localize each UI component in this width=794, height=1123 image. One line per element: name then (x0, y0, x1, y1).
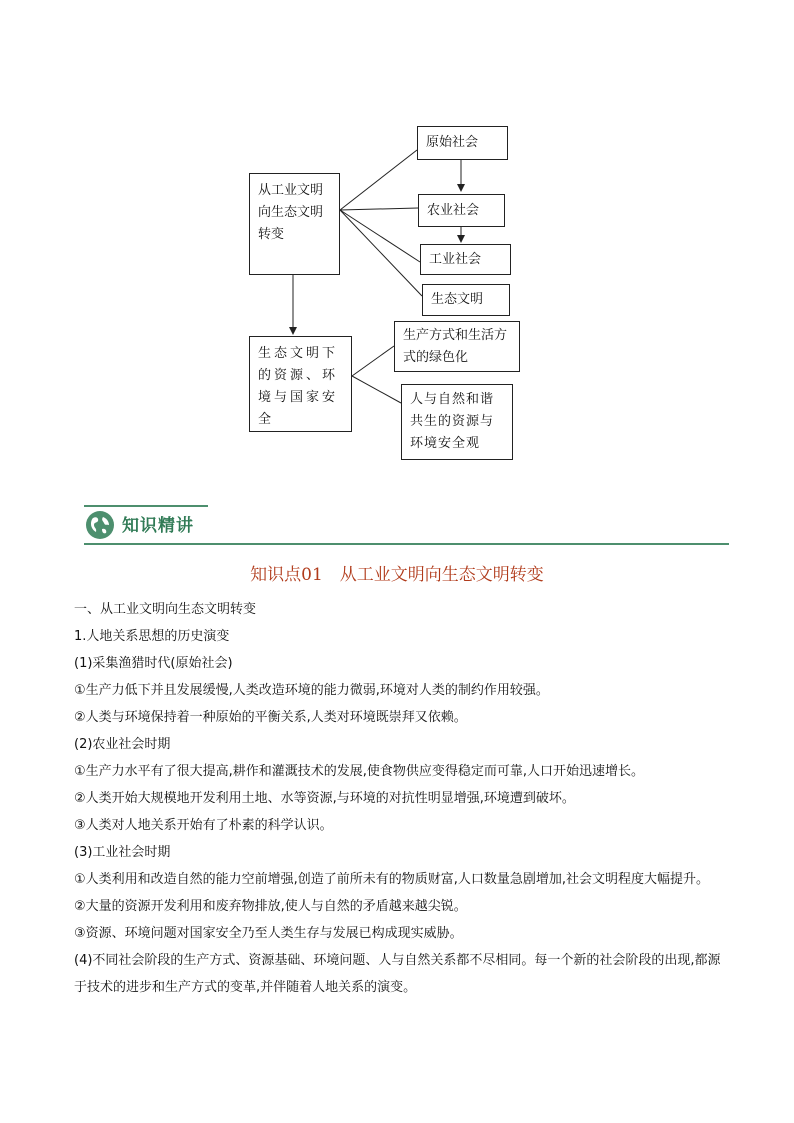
stage-label: 原始社会 (426, 135, 479, 150)
stage-label: 农业社会 (427, 202, 480, 218)
content-line: (1)采集渔猎时代(原始社会) (74, 656, 233, 671)
sub-item-label: 人与自然和谐共生的资源与环境安全观 (410, 392, 495, 451)
content-line: ②人类开始大规模地开发利用土地、水等资源,与环境的对抗性明显增强,环境遭到破坏。 (74, 791, 575, 806)
main-topic-box (249, 173, 340, 275)
stage-label: 工业社会 (429, 251, 482, 267)
section-title: 知识点01 从工业文明向生态文明转变 (250, 565, 544, 585)
sub-item-box-green (394, 321, 520, 372)
content-line: ①人类利用和改造自然的能力空前增强,创造了前所未有的物质财富,人口数量急剧增加,社会文明程度大幅提升。 (74, 872, 710, 887)
stage-box-industrial (420, 244, 511, 275)
content-line: (2)农业社会时期 (74, 737, 171, 752)
content-line: ③人类对人地关系开始有了朴素的科学认识。 (74, 818, 333, 833)
content-line: ①生产力低下并且发展缓慢,人类改造环境的能力微弱,环境对人类的制约作用较强。 (74, 683, 549, 698)
content-line: (4)不同社会阶段的生产方式、资源基础、环境问题、人与自然关系都不尽相同。每一个新的社会阶段的出现,都源于技术的进步和生产方式的变革,并伴随着人地关系的演变。 (74, 953, 721, 995)
content-line: ②人类与环境保持着一种原始的平衡关系,人类对环境既崇拜又依赖。 (74, 710, 467, 725)
content-line: 1.人地关系思想的历史演变 (74, 629, 230, 644)
banner-bottom-rule (84, 543, 729, 545)
stage-label: 生态文明 (431, 292, 484, 307)
connector-line (340, 210, 422, 296)
section-banner (84, 503, 729, 547)
globe-icon (84, 509, 116, 541)
sub-topic-text: 生态文明下的资源、环境与国家安全 (258, 346, 339, 427)
content-line: ②大量的资源开发利用和废弃物排放,使人与自然的矛盾越来越尖锐。 (74, 899, 467, 914)
connector-line (340, 210, 420, 262)
content-line: ①生产力水平有了很大提高,耕作和灌溉技术的发展,使食物供应变得稳定而可靠,人口开始迅速增长。 (74, 764, 645, 779)
content-line: 一、从工业文明向生态文明转变 (74, 602, 257, 617)
diagram-connectors (0, 0, 794, 470)
concept-diagram (0, 0, 794, 470)
connector-line (352, 376, 401, 403)
main-topic-text: 从工业文明向生态文明转变 (258, 183, 324, 242)
content-line: (3)工业社会时期 (74, 845, 171, 860)
sub-topic-box (249, 336, 352, 432)
stage-box-agricultural (418, 194, 505, 227)
stage-box-ecological (422, 284, 510, 316)
sub-item-label: 生产方式和生活方式的绿色化 (403, 328, 508, 365)
connector-line (340, 208, 418, 210)
sub-item-box-harmony (401, 384, 513, 460)
content-body (74, 596, 730, 1001)
banner-label: 知识精讲 (122, 516, 194, 536)
content-line: ③资源、环境问题对国家安全乃至人类生存与发展已构成现实威胁。 (74, 926, 463, 941)
connector-line (352, 346, 394, 376)
banner-top-rule (84, 505, 208, 507)
stage-box-primitive (417, 126, 508, 160)
connector-line (340, 150, 417, 210)
